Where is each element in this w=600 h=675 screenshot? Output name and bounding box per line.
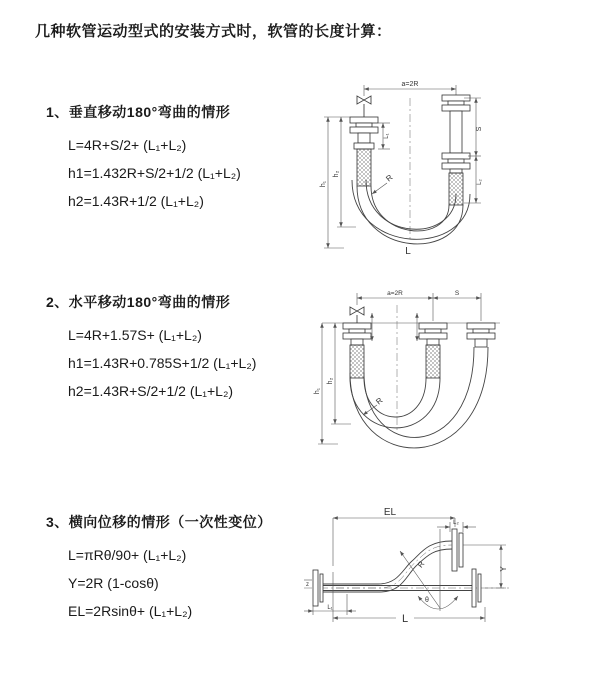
vertical-180-bend-diagram <box>298 72 533 257</box>
formula-length: L=4R+1.57S+ (L₁+L₂) <box>68 327 202 343</box>
radius-label: R <box>384 172 395 184</box>
dim-label-h1: h₁ <box>314 387 321 395</box>
formula-length: L=πRθ/90+ (L₁+L₂) <box>68 547 187 563</box>
axis-mark-z: z <box>306 582 309 588</box>
horizontal-180-bend-diagram <box>305 283 540 458</box>
lateral-displacement-diagram <box>300 508 595 658</box>
formula-length: L=4R+S/2+ (L₁+L₂) <box>68 137 187 153</box>
formula-y: Y=2R (1-cosθ) <box>68 575 159 591</box>
angle-label-theta: θ <box>425 597 429 604</box>
formula-h1: h1=1.43R+0.785S+1/2 (L₁+L₂) <box>68 355 257 371</box>
right-fitting <box>467 323 495 347</box>
dim-label-a2r: a=2R <box>401 81 419 88</box>
dim-label-el: EL <box>383 508 397 518</box>
page-title: 几种软管运动型式的安装方式时，软管的长度计算： <box>35 23 392 40</box>
formula-h2: h2=1.43R+1/2 (L₁+L₂) <box>68 193 204 209</box>
dim-label-l1: L₁ <box>327 605 333 611</box>
dim-label-y: Y <box>499 566 508 572</box>
section-1-heading: 1、垂直移动180°弯曲的情形 <box>46 104 231 120</box>
left-fitting <box>350 117 378 186</box>
valve-icon <box>350 307 364 315</box>
valve-icon <box>357 96 371 104</box>
dim-label-l2: L₂ <box>453 520 459 526</box>
dim-label-h1: h₁ <box>320 180 327 188</box>
dim-label-s: S <box>476 126 483 132</box>
middle-fitting <box>419 323 447 378</box>
section-lateral-displacement <box>46 512 326 625</box>
hose-s-curve <box>323 541 452 592</box>
section-3-heading: 3、横向位移的情形（一次性变位） <box>46 514 272 530</box>
dim-label-l: L <box>401 613 409 625</box>
right-fitting <box>442 95 470 205</box>
dim-label-h2: h₂ <box>333 170 340 178</box>
left-flange <box>313 570 323 606</box>
braided-hose-section <box>357 149 371 186</box>
formula-h1: h1=1.432R+S/2+1/2 (L₁+L₂) <box>68 165 241 181</box>
section-2-heading: 2、水平移动180°弯曲的情形 <box>46 294 231 310</box>
dim-label-a2r: a=2R <box>387 290 403 297</box>
left-fitting <box>343 323 371 378</box>
dim-label-h2: h₂ <box>327 377 334 385</box>
radius-label: R <box>415 559 427 570</box>
hose-u-bend <box>350 347 488 448</box>
formula-h2: h2=1.43R+S/2+1/2 (L₁+L₂) <box>68 383 234 399</box>
formula-el: EL=2Rsinθ+ (L₁+L₂) <box>68 603 193 619</box>
section-vertical-180 <box>46 102 326 215</box>
radius-label: R <box>374 395 385 407</box>
dim-label-l2: L₂ <box>477 179 483 185</box>
dim-label-l: L <box>405 246 411 257</box>
section-horizontal-180 <box>46 292 326 405</box>
dim-label-s: S <box>454 290 460 297</box>
upper-flange <box>452 529 463 571</box>
braided-hose-section <box>449 173 463 205</box>
dim-label-l1: L₁ <box>384 133 390 139</box>
